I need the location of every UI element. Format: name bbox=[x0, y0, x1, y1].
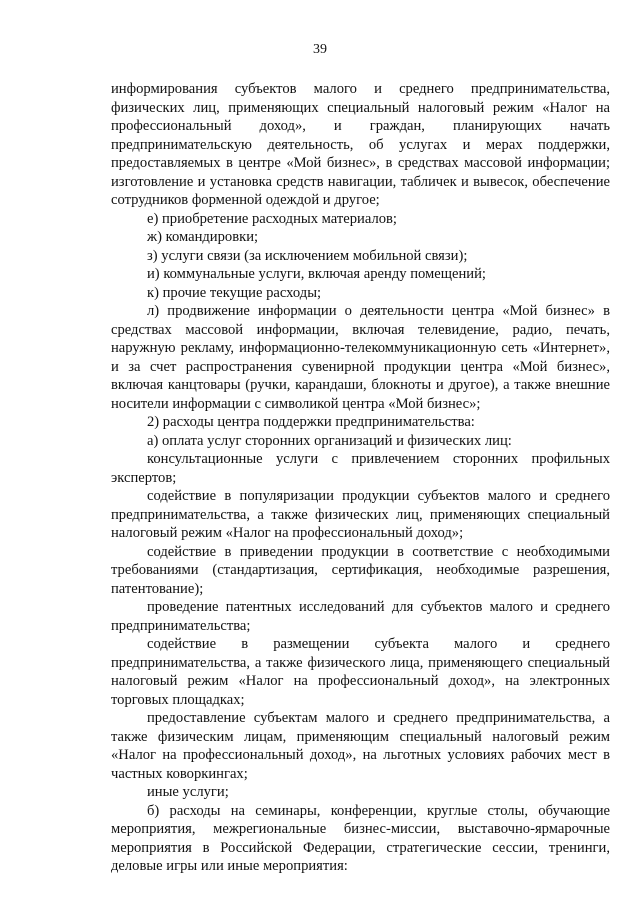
paragraph: л) продвижение информации о деятельности центра «Мой бизнес» в средствах массовой информации, включая телевидение, радио, печать, наружную рекламу, информационно-телекоммуникационную сеть «Интернет», и за счет распространения сувенирной продукции центра «Мой бизнес», включая канцтовары (ручки, карандаши, блокноты и другое), а также внешние носители информации с символикой центра «Мой бизнес»; bbox=[111, 303, 610, 412]
paragraph: содействие в приведении продукции в соответствие с необходимыми требованиями (стандартизация, сертификация, необходимые разрешения, патентование); bbox=[111, 543, 610, 597]
paragraph: б) расходы на семинары, конференции, круглые столы, обучающие мероприятия, межрегиональные бизнес-миссии, выставочно-ярмарочные мероприятия в Российской Федерации, стратегические сессии, тренинги, деловые игры или иные мероприятия: bbox=[111, 802, 610, 874]
paragraph: предоставление субъектам малого и среднего предпринимательства, а также физическим лицам, применяющим специальный налоговый режим «Налог на профессиональный доход», на льготных условиях рабочих мест в частных коворкингах; bbox=[111, 710, 610, 782]
paragraph: з) услуги связи (за исключением мобильной связи); bbox=[147, 247, 468, 264]
paragraph: 2) расходы центра поддержки предпринимательства: bbox=[147, 414, 475, 430]
paragraph: информирования субъектов малого и среднего предпринимательства, физических лиц, применяющих специальный налоговый режим «Налог на профессиональный доход», и граждан, планирующих начать предпринимательскую деятельность, об услугах и мерах поддержки, предоставляемых в центре «Мой бизнес», в средствах массовой информации; изготовление и установка средств навигации, табличек и вывесок, обеспечение сотрудников форменной одеждой и другое; bbox=[111, 81, 610, 208]
paragraph: содействие в популяризации продукции субъектов малого и среднего предпринимательства, а также физических лиц, применяющих специальный налоговый режим «Налог на профессиональный доход»; bbox=[111, 488, 610, 541]
paragraph: иные услуги; bbox=[147, 784, 229, 800]
paragraph: проведение патентных исследований для субъектов малого и среднего предпринимательства; bbox=[111, 599, 610, 634]
paragraph: и) коммунальные услуги, включая аренду помещений; bbox=[147, 266, 486, 282]
paragraph: содействие в размещении субъекта малого и среднего предпринимательства, а также физического лица, применяющего специальный налоговый режим «Налог на профессиональный доход», на электронных торговых площадках; bbox=[111, 636, 610, 708]
paragraph: ж) командировки; bbox=[147, 229, 259, 245]
paragraph: а) оплата услуг сторонних организаций и физических лиц: bbox=[147, 432, 512, 449]
paragraph: консультационные услуги с привлечением сторонних профильных экспертов; bbox=[111, 451, 610, 486]
document-body bbox=[111, 80, 610, 876]
paragraph: е) приобретение расходных материалов; bbox=[147, 210, 397, 227]
page-number: 39 bbox=[313, 42, 327, 57]
paragraph: к) прочие текущие расходы; bbox=[147, 284, 322, 301]
